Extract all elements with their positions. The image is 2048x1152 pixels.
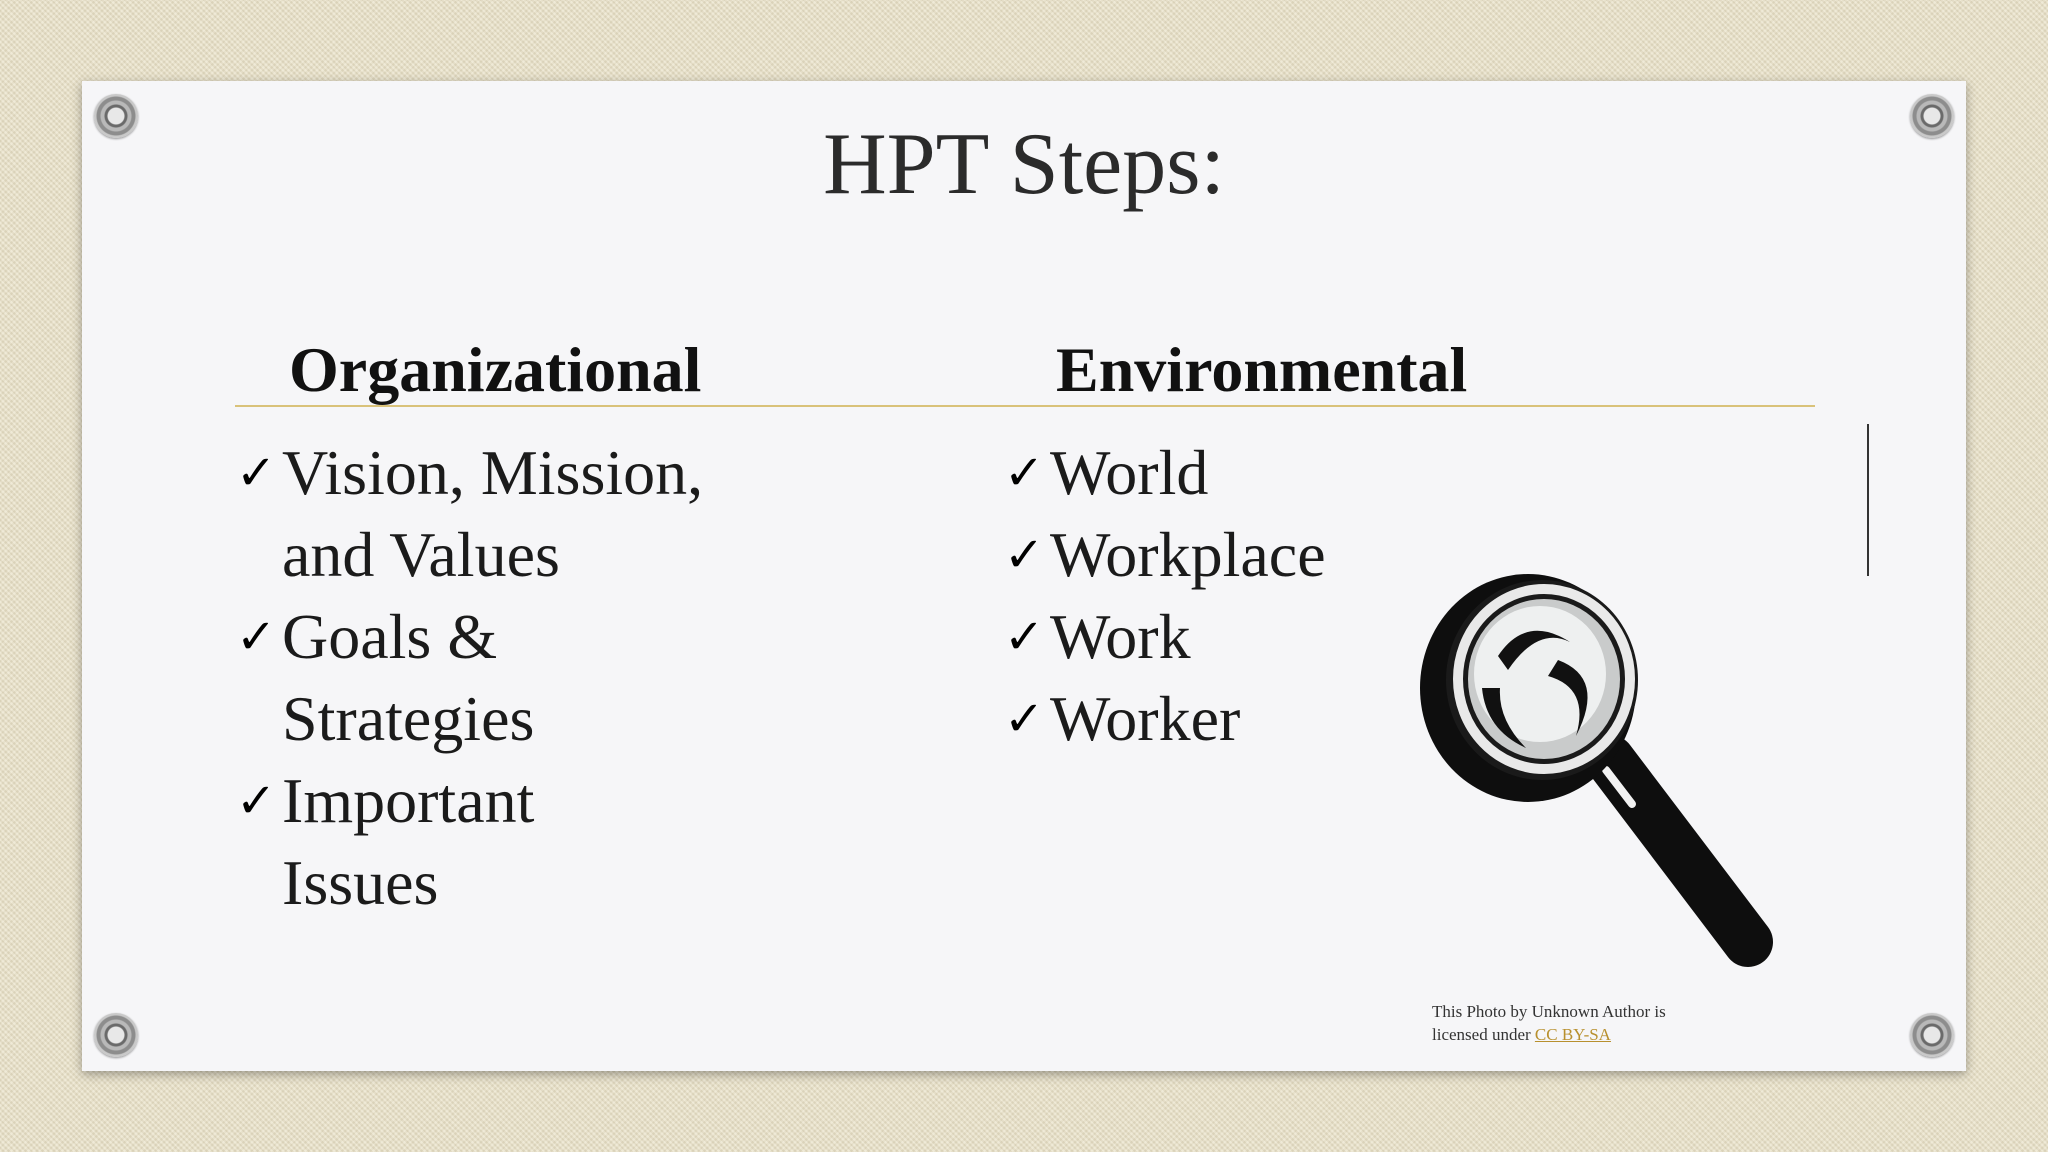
list-item-text: World xyxy=(1050,437,1209,508)
list-item-line: Strategies xyxy=(282,683,535,754)
slide-title: HPT Steps: xyxy=(823,116,1225,213)
list-item-text: Work xyxy=(1050,601,1191,672)
vertical-accent-line xyxy=(1867,424,1869,576)
checkmark-icon: ✓ xyxy=(1004,609,1045,665)
list-item-line: Issues xyxy=(282,847,439,918)
list-item xyxy=(1004,432,1326,514)
list-item xyxy=(236,760,703,924)
heading-environmental: Environmental xyxy=(1056,334,1468,405)
list-item-text: Worker xyxy=(1050,683,1241,754)
heading-organizational: Organizational xyxy=(289,334,702,405)
photo-credit xyxy=(1432,1000,1666,1046)
organizational-list xyxy=(236,432,703,924)
checkmark-icon: ✓ xyxy=(236,773,277,829)
environmental-list xyxy=(1004,432,1326,760)
list-item xyxy=(236,432,703,596)
checkmark-icon: ✓ xyxy=(236,445,277,501)
list-item xyxy=(236,596,703,760)
checkmark-icon: ✓ xyxy=(1004,445,1045,501)
license-link[interactable]: CC BY-SA xyxy=(1534,1025,1611,1044)
magnifying-glass-icon xyxy=(1410,560,1780,980)
list-item xyxy=(1004,678,1326,760)
list-item xyxy=(1004,514,1326,596)
list-item-text: Workplace xyxy=(1050,519,1326,590)
list-item-line: Goals & xyxy=(282,601,498,672)
list-item xyxy=(1004,596,1326,678)
grommet-bottom-left xyxy=(94,1013,138,1057)
checkmark-icon: ✓ xyxy=(1004,527,1045,583)
credit-text: This Photo by Unknown Author is xyxy=(1432,1002,1666,1021)
credit-text-2: licensed under xyxy=(1432,1025,1531,1044)
header-divider xyxy=(235,405,1815,407)
list-item-line: and Values xyxy=(282,519,560,590)
grommet-bottom-right xyxy=(1910,1013,1954,1057)
list-item-line: Vision, Mission, xyxy=(282,437,704,508)
list-item-line: Important xyxy=(282,765,535,836)
checkmark-icon: ✓ xyxy=(1004,691,1045,747)
checkmark-icon: ✓ xyxy=(236,609,277,665)
